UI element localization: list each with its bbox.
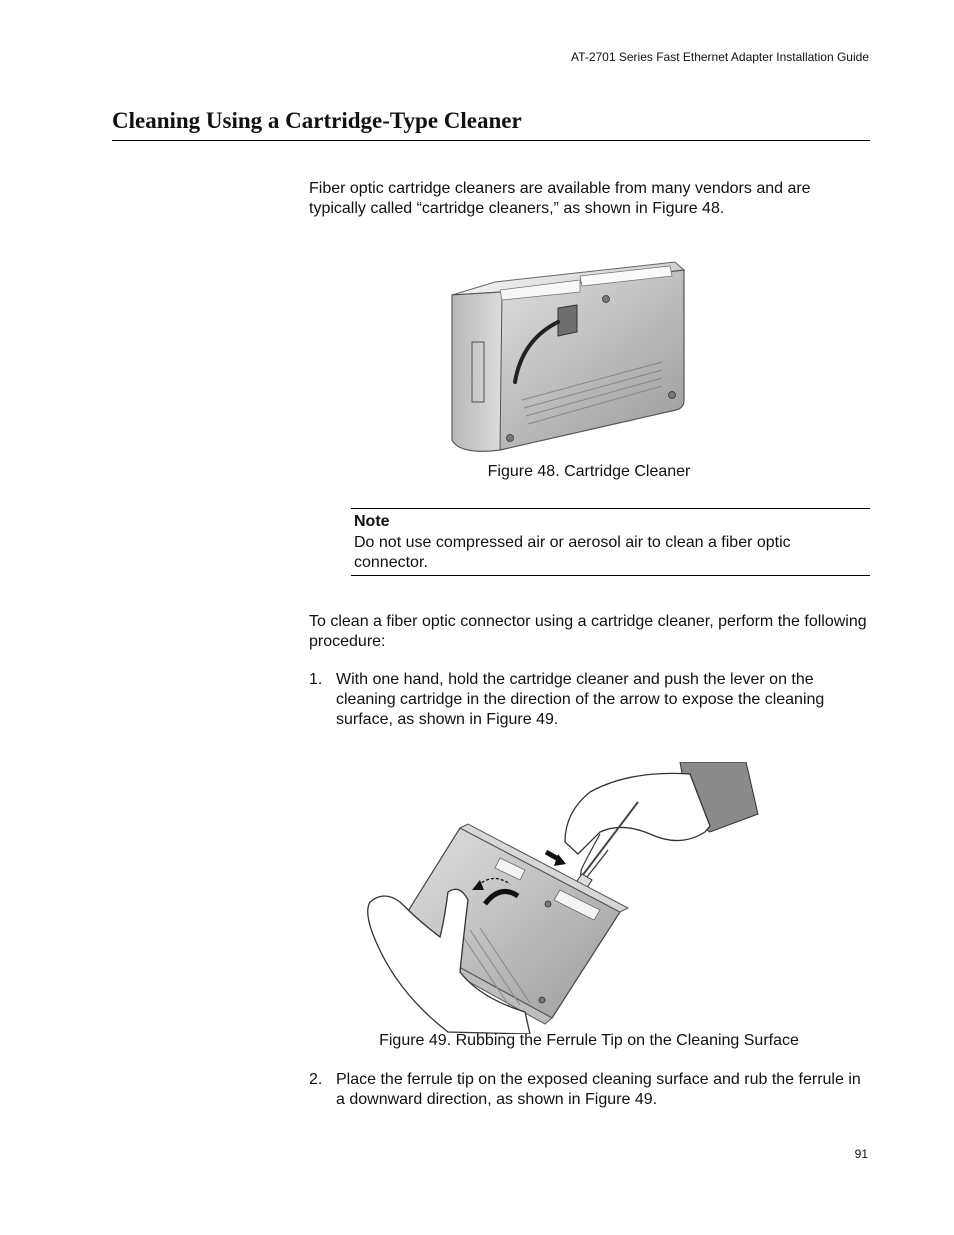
step-2-text: Place the ferrule tip on the exposed cleaning surface and rub the ferrule in a downward direction, as shown in Figure 49. xyxy=(336,1071,861,1108)
step-1-number: 1. xyxy=(309,671,323,688)
step-1-text: With one hand, hold the cartridge cleaner and push the lever on the cleaning cartridge in the direction of the arrow to expose the cleaning surface, as shown in Figure 49. xyxy=(336,671,825,728)
figure-49-rubbing-ferrule-image xyxy=(360,762,760,1034)
section-title: Cleaning Using a Cartridge-Type Cleaner xyxy=(112,108,522,133)
figure-49-caption: Figure 49. Rubbing the Ferrule Tip on the Cleaning Surface xyxy=(379,1032,799,1049)
figure-48-caption: Figure 48. Cartridge Cleaner xyxy=(487,463,691,480)
step-2-number: 2. xyxy=(309,1071,323,1088)
procedure-intro: To clean a fiber optic connector using a cartridge cleaner, perform the following procedure: xyxy=(309,613,867,650)
note-title: Note xyxy=(354,513,390,530)
running-header: AT-2701 Series Fast Ethernet Adapter Installation Guide xyxy=(571,50,869,64)
title-rule xyxy=(112,140,870,141)
note-box xyxy=(351,508,870,576)
note-text: Do not use compressed air or aerosol air to clean a fiber optic connector. xyxy=(354,534,791,571)
page-number: 91 xyxy=(854,1147,868,1161)
intro-paragraph: Fiber optic cartridge cleaners are available from many vendors and are typically called “cartridge cleaners,” as shown in Figure 48. xyxy=(309,180,811,217)
figure-48-cartridge-cleaner-image xyxy=(440,250,700,460)
